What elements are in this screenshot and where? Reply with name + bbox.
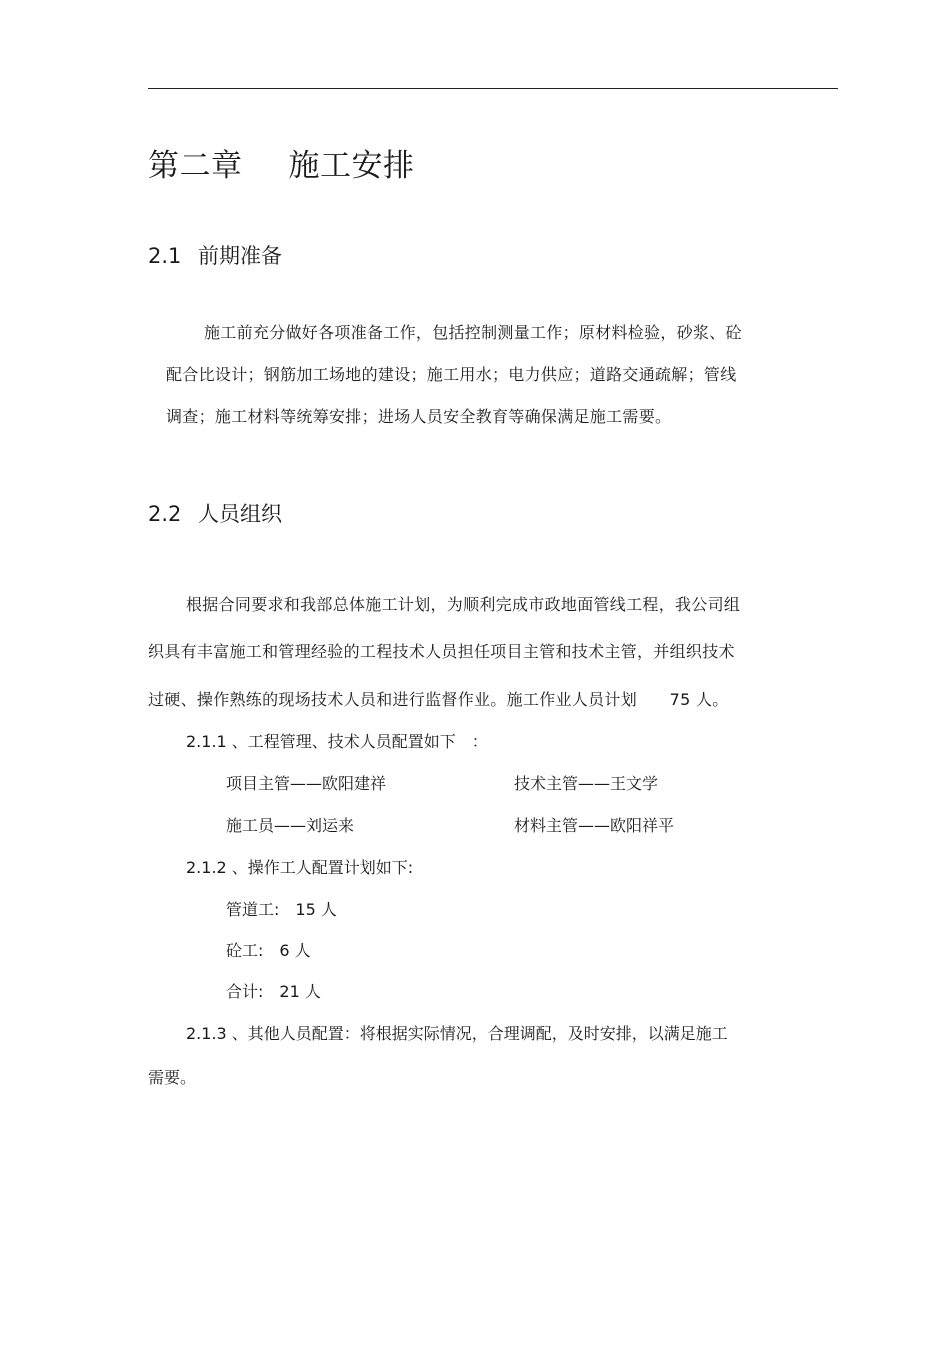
paragraph-line: 根据合同要求和我部总体施工计划，为顺利完成市政地面管线工程，我公司组 [186, 595, 741, 614]
header-rule [148, 88, 838, 89]
section-number: 2.2 [148, 502, 182, 526]
section-number: 2.1 [148, 244, 182, 268]
chapter-heading [148, 142, 415, 190]
paragraph-line: 配合比设计；钢筋加工场地的建设；施工用水；电力供应；道路交通疏解；管线 [166, 365, 737, 384]
section-title: 前期准备 [198, 244, 282, 268]
paragraph-line: 过硬、操作熟练的现场技术人员和进行监督作业。施工作业人员计划 75 人。 [148, 690, 729, 709]
section-title: 人员组织 [198, 502, 282, 526]
staff-entry: 技术主管——王文学 [514, 774, 659, 793]
subsection-heading-2-1-2: 2.1.2 、操作工人配置计划如下: [186, 858, 414, 877]
paragraph-line: 施工前充分做好各项准备工作，包括控制测量工作；原材料检验，砂浆、砼 [204, 323, 742, 342]
staff-entry: 施工员——刘运来 [226, 816, 355, 835]
section-heading-2-2 [148, 499, 282, 529]
subsection-2-1-3-line: 需要。 [148, 1068, 197, 1087]
section-heading-2-1 [148, 241, 282, 271]
staff-entry: 材料主管——欧阳祥平 [514, 816, 675, 835]
worker-entry: 砼工: 6 人 [226, 941, 311, 960]
worker-entry: 管道工: 15 人 [226, 900, 337, 919]
chapter-title: 施工安排 [288, 148, 415, 184]
worker-total: 合计: 21 人 [226, 982, 321, 1001]
subsection-2-1-3-line: 2.1.3 、其他人员配置：将根据实际情况，合理调配，及时安排，以满足施工 [186, 1024, 728, 1043]
paragraph-line: 调查；施工材料等统筹安排；进场人员安全教育等确保满足施工需要。 [166, 407, 672, 426]
paragraph-line: 织具有丰富施工和管理经验的工程技术人员担任项目主管和技术主管，并组织技术 [148, 642, 735, 661]
subsection-heading-2-1-1: 2.1.1 、工程管理、技术人员配置如下 ： [186, 732, 488, 751]
chapter-number: 第二章 [148, 148, 243, 184]
staff-entry: 项目主管——欧阳建祥 [226, 774, 387, 793]
